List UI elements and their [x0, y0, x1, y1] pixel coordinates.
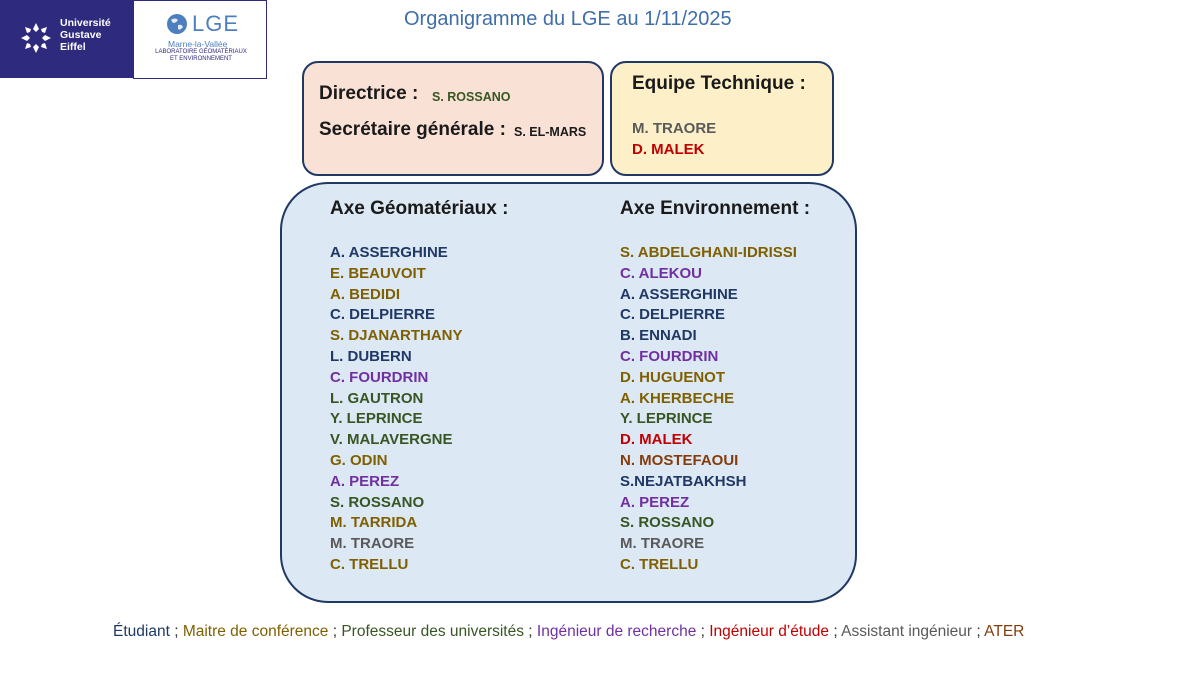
uge-star-icon — [18, 20, 54, 56]
equipe-technique-label: Equipe Technique : — [632, 73, 806, 94]
legend-separator: ; — [169, 623, 183, 640]
uge-wordmark — [60, 17, 111, 53]
legend-separator: ; — [523, 623, 537, 640]
member-name: N. MOSTEFAOUI — [620, 451, 739, 469]
member-name: L. DUBERN — [330, 347, 412, 365]
member-name: A. PEREZ — [620, 493, 690, 511]
member-name: M. TRAORE — [632, 120, 717, 137]
member-name: A. PEREZ — [330, 472, 400, 490]
member-name: C. FOURDRIN — [620, 347, 719, 365]
lge-lab-name — [148, 49, 254, 63]
legend-separator: ; — [696, 623, 710, 640]
page-title: Organigramme du LGE au 1/11/2025 — [404, 8, 732, 30]
lge-lab-line-1: LABORATOIRE GÉOMATÉRIAUX — [155, 49, 247, 55]
uge-line-1: Université — [60, 17, 111, 29]
lge-logo — [133, 0, 267, 79]
member-name: A. BEDIDI — [330, 285, 401, 303]
member-name: G. ODIN — [330, 451, 388, 469]
lge-city: Marne-la-Vallée — [168, 39, 228, 49]
member-name: S. ROSSANO — [330, 493, 425, 511]
secretaire-label: Secrétaire générale : — [319, 119, 506, 140]
directrice-name: S. ROSSANO — [432, 90, 511, 104]
member-name: C. DELPIERRE — [330, 306, 436, 324]
member-name: A. ASSERGHINE — [330, 244, 448, 261]
globe-icon — [166, 13, 188, 35]
axe-environnement-list — [620, 243, 797, 576]
legend-item: Ingénieur de recherche — [536, 623, 697, 640]
member-name: C. DELPIERRE — [620, 306, 726, 324]
directrice-label: Directrice : — [319, 83, 419, 104]
member-name: S. DJANARTHANY — [330, 327, 463, 345]
member-name: C. FOURDRIN — [330, 368, 429, 386]
legend-separator: ; — [972, 623, 985, 640]
legend-separator: ; — [829, 623, 842, 640]
lge-acronym: LGE — [192, 11, 240, 36]
member-name: S.NEJATBAKHSH — [620, 472, 747, 490]
member-name: A. ASSERGHINE — [620, 285, 738, 303]
member-name: M. TARRIDA — [330, 514, 418, 532]
member-name: Y. LEPRINCE — [330, 410, 423, 428]
member-name: S. ABDELGHANI-IDRISSI — [620, 244, 797, 261]
member-name: C. TRELLU — [620, 555, 699, 573]
member-name: Y. LEPRINCE — [620, 410, 713, 428]
member-name: E. BEAUVOIT — [330, 264, 426, 282]
member-name: V. MALAVERGNE — [330, 431, 453, 449]
member-name: C. ALEKOU — [620, 264, 702, 282]
legend — [113, 623, 1024, 641]
legend-item: Assistant ingénieur — [841, 623, 973, 640]
member-name: D. MALEK — [620, 431, 693, 449]
member-name: L. GAUTRON — [330, 389, 424, 407]
member-name: M. TRAORE — [330, 535, 415, 553]
legend-separator: ; — [328, 623, 342, 640]
member-name: C. TRELLU — [330, 555, 409, 573]
equipe-technique-list — [632, 119, 716, 161]
legend-item: Maitre de conférence — [182, 623, 329, 640]
member-name: S. ROSSANO — [620, 514, 715, 532]
legend-item: ATER — [984, 623, 1025, 640]
member-name: A. KHERBECHE — [620, 389, 735, 407]
legend-item: Ingénieur d’étude — [709, 623, 830, 640]
member-name: D. HUGUENOT — [620, 368, 725, 386]
member-name: D. MALEK — [632, 140, 705, 158]
legend-item: Étudiant — [113, 623, 170, 640]
lge-lab-line-2: ET ENVIRONNEMENT — [170, 56, 232, 62]
uge-line-2: Gustave — [60, 29, 102, 41]
axe-geomateriaux-list — [330, 243, 463, 576]
legend-item: Professeur des universités — [341, 623, 524, 640]
member-name: M. TRAORE — [620, 535, 705, 553]
axe-geomateriaux-label: Axe Géomatériaux : — [330, 198, 509, 219]
axe-environnement-label: Axe Environnement : — [620, 198, 811, 219]
uge-line-3: Eiffel — [60, 41, 86, 53]
member-name: B. ENNADI — [620, 327, 697, 345]
secretaire-name: S. EL-MARS — [514, 125, 587, 139]
universite-gustave-eiffel-logo — [0, 0, 133, 78]
